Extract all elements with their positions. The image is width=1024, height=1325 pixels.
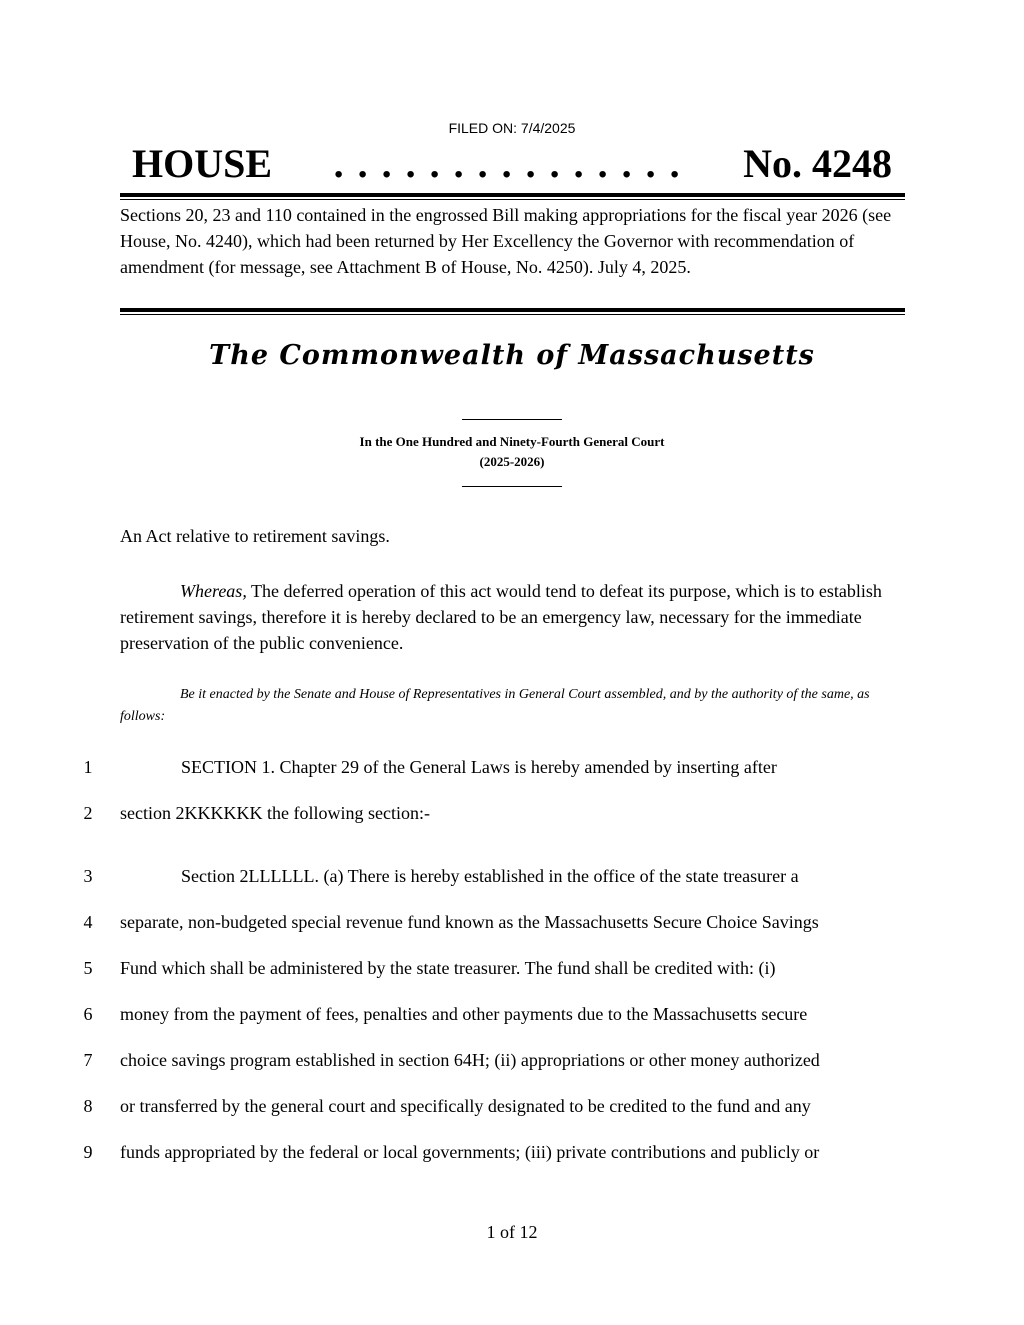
- enacting-clause: Be it enacted by the Senate and House of Representatives in General Court assembled, and by the authority of the same, as follows:: [120, 687, 870, 724]
- bill-text-line: Section 2LLLLLL. (a) There is hereby established in the office of the state treasurer a: [181, 866, 799, 886]
- line-number: 5: [83, 958, 93, 978]
- bill-text-line: Fund which shall be administered by the state treasurer. The fund shall be credited with: (i): [120, 958, 776, 978]
- line-number: 4: [83, 912, 93, 932]
- court-rule-bottom: [462, 486, 562, 487]
- bill-text-line: funds appropriated by the federal or local governments; (iii) private contributions and publicly or: [120, 1142, 820, 1162]
- line-number: 2: [83, 803, 93, 823]
- bill-text-line: choice savings program established in section 64H; (ii) appropriations or other money authorized: [120, 1050, 820, 1070]
- emergency-preamble: [120, 578, 905, 656]
- bill-text-line: section 2KKKKKK the following section:-: [120, 803, 430, 823]
- bill-header: [132, 140, 892, 188]
- general-court-name: In the One Hundred and Ninety-Fourth General Court: [359, 434, 665, 449]
- court-rule-top: [462, 419, 562, 420]
- chamber-name: HOUSE: [132, 141, 273, 186]
- line-number: 3: [83, 866, 93, 886]
- whereas-text: The deferred operation of this act would tend to defeat its purpose, which is to establish retirement savings, therefore it is hereby declared to be an emergency law, necessary for the immediate preservation of the public convenience.: [120, 581, 882, 653]
- general-court-block: [0, 432, 1024, 472]
- line-number: 9: [83, 1142, 93, 1162]
- general-court-years: (2025-2026): [479, 454, 545, 469]
- bottom-rule: [120, 308, 905, 315]
- bill-number: No. 4248: [743, 141, 892, 186]
- page-number: 1 of 12: [486, 1222, 538, 1242]
- line-number: 6: [83, 1004, 93, 1024]
- commonwealth-heading: The Commonwealth of Massachusetts: [209, 340, 815, 371]
- line-number: 8: [83, 1096, 93, 1116]
- line-number: 7: [83, 1050, 93, 1070]
- bill-text-line: or transferred by the general court and specifically designated to be credited to the fund and any: [120, 1096, 811, 1116]
- bill-summary: Sections 20, 23 and 110 contained in the engrossed Bill making appropriations for the fiscal year 2026 (see House, No. 4240), which had been returned by Her Excellency the Governor with recommendation of amendment (for message, see Attachment B of House, No. 4250). July 4, 2025.: [120, 205, 892, 277]
- bill-text-line: SECTION 1. Chapter 29 of the General Laws is hereby amended by inserting after: [181, 757, 777, 777]
- line-number: 1: [83, 757, 93, 777]
- bill-text-line: money from the payment of fees, penalties and other payments due to the Massachusetts secure: [120, 1004, 808, 1024]
- leader-dots: . . . . . . . . . . . . . . .: [333, 141, 682, 186]
- top-rule: [120, 193, 905, 200]
- whereas-lead: Whereas,: [180, 581, 247, 601]
- act-title: An Act relative to retirement savings.: [120, 526, 390, 546]
- filed-on-date: FILED ON: 7/4/2025: [448, 120, 576, 136]
- bill-text-line: separate, non-budgeted special revenue fund known as the Massachusetts Secure Choice Savings: [120, 912, 819, 932]
